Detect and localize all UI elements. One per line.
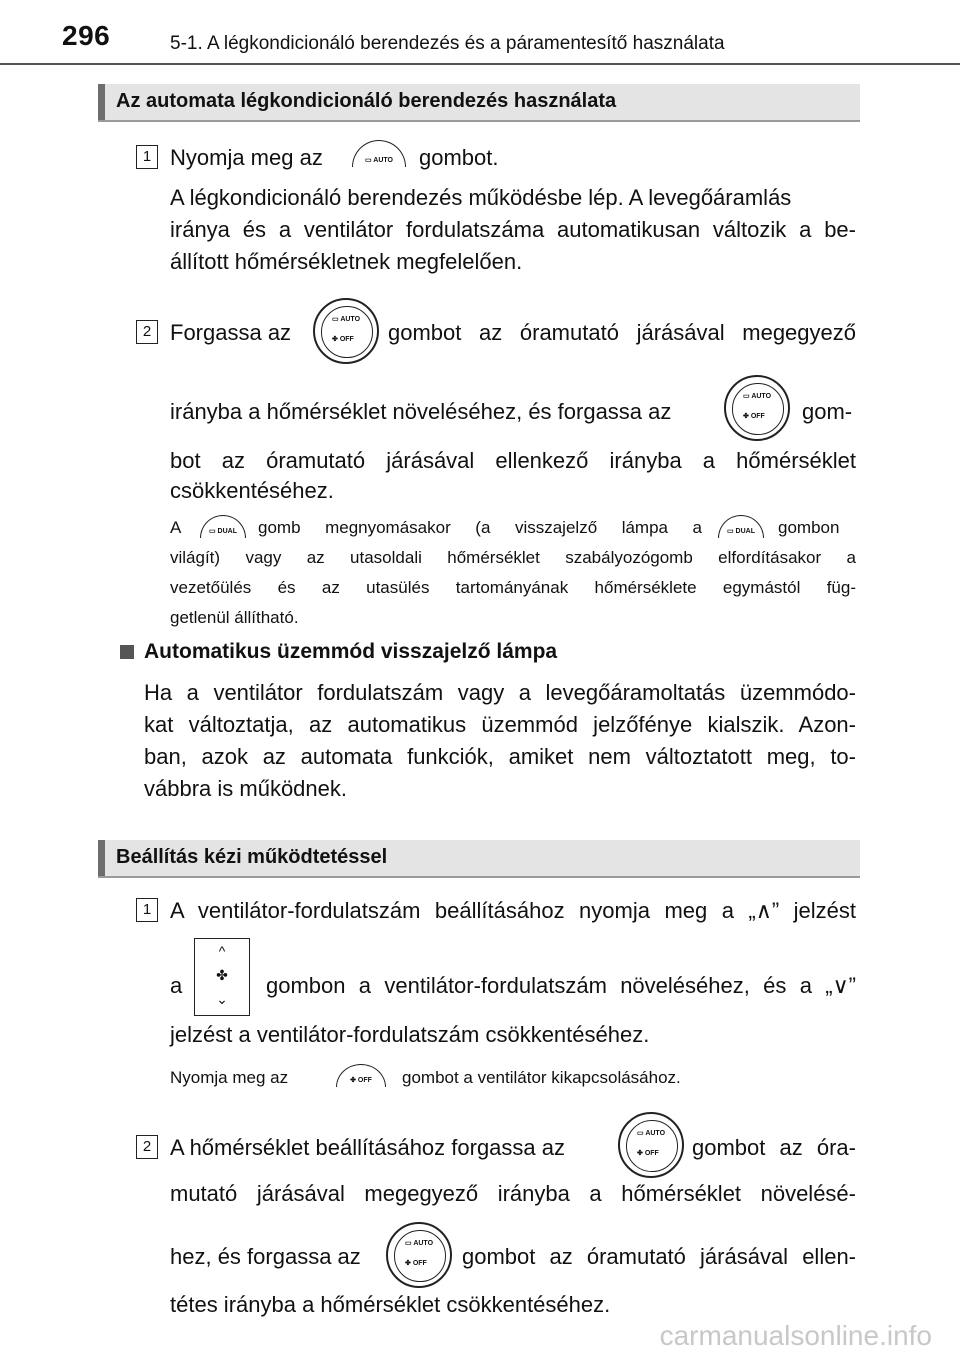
header-rule xyxy=(0,63,960,65)
auto-button-icon xyxy=(352,140,406,167)
note-line: világít) vagy az utasoldali hőmérséklet szabályozógomb elfordításakor a xyxy=(170,548,856,567)
temperature-dial-icon xyxy=(386,1222,452,1288)
step-text: gombot az óra- xyxy=(692,1135,856,1160)
note-text: Nyomja meg az xyxy=(170,1068,289,1087)
off-text: OFF xyxy=(357,1077,372,1084)
step-text: A ventilátor-fordulatszám beállításához nyomja meg a „∧” jelzést xyxy=(170,898,856,923)
up-arrow-icon: ^ xyxy=(218,943,226,959)
step-text: gom- xyxy=(802,399,853,424)
temperature-dial-icon xyxy=(618,1112,684,1178)
section-heading-bar xyxy=(98,84,105,120)
auto-label: ▭ AUTO xyxy=(364,157,394,164)
page-number: 296 xyxy=(62,20,111,51)
off-label: ✤ OFF xyxy=(350,1077,372,1084)
down-arrow-icon: ⌄ xyxy=(216,991,228,1007)
off-text: OFF xyxy=(750,413,765,420)
temperature-dial-icon xyxy=(313,298,379,364)
paragraph-line: vábbra is működnek. xyxy=(144,776,347,801)
square-bullet-icon xyxy=(120,645,134,659)
note-line: getlenül állítható. xyxy=(170,608,299,627)
dial-inner-ring xyxy=(732,383,784,435)
dial-off-label: ✤ OFF xyxy=(743,413,765,420)
off-text: OFF xyxy=(339,336,354,343)
step-text: gombon a ventilátor-fordulatszám növeléséhez, és a „∨” xyxy=(266,973,856,998)
dial-inner-ring xyxy=(626,1120,678,1172)
note-text: gombon xyxy=(778,518,840,537)
step-number: 1 xyxy=(136,145,158,169)
dial-auto-label: ▭ AUTO xyxy=(637,1130,666,1137)
section-title: Beállítás kézi működtetéssel xyxy=(116,846,388,868)
section-heading-auto xyxy=(98,84,860,122)
note-text: gombot a ventilátor kikapcsolásához. xyxy=(402,1068,681,1087)
fan-off-button-icon xyxy=(336,1064,386,1087)
step-number: 2 xyxy=(136,320,158,344)
temperature-dial-icon xyxy=(724,375,790,441)
paragraph-line: Ha a ventilátor fordulatszám vagy a levegőáramoltatás üzemmódo- xyxy=(144,680,856,705)
paragraph-line: csökkentéséhez. xyxy=(170,478,334,503)
paragraph-line: kat változtatja, az automatikus üzemmód jelzőfénye kialszik. Azon- xyxy=(144,712,856,737)
step-text xyxy=(170,145,323,171)
step-text: gombot az óramutató járásával megegyező xyxy=(388,320,856,345)
dial-inner-ring xyxy=(394,1230,446,1282)
off-text: OFF xyxy=(644,1150,659,1157)
paragraph-line: iránya és a ventilátor fordulatszáma automatikusan változik a be- xyxy=(170,217,856,242)
dual-button-icon xyxy=(718,515,764,538)
running-header: 5-1. A légkondicionáló berendezés és a páramentesítő használata xyxy=(170,33,725,54)
watermark: carmanualsonline.info xyxy=(659,1320,932,1351)
auto-text: AUTO xyxy=(373,157,394,164)
fan-icon: ✤ xyxy=(216,967,228,983)
dial-off-label: ✤ OFF xyxy=(332,336,354,343)
dial-inner-ring xyxy=(321,306,373,358)
subheading: Automatikus üzemmód visszajelző lámpa xyxy=(144,640,558,663)
auto-text: AUTO xyxy=(645,1130,666,1137)
step-text: A hőmérséklet beállításához forgassa az xyxy=(170,1135,566,1160)
step-text: irányba a hőmérséklet növeléséhez, és forgassa az xyxy=(170,399,672,424)
fan-speed-button-icon xyxy=(194,938,250,1016)
dial-auto-label: ▭ AUTO xyxy=(743,393,772,400)
auto-text: AUTO xyxy=(340,316,361,323)
step-text: gombot az óramutató járásával ellen- xyxy=(462,1244,856,1269)
auto-text: AUTO xyxy=(413,1240,434,1247)
paragraph-line: állított hőmérsékletnek megfelelően. xyxy=(170,249,523,274)
dial-off-label: ✤ OFF xyxy=(405,1260,427,1267)
dual-button-icon xyxy=(200,515,246,538)
note-line: vezetőülés és az utasülés tartományának hőmérséklete egymástól füg- xyxy=(170,578,856,597)
dial-auto-label: ▭ AUTO xyxy=(405,1240,434,1247)
paragraph-line: jelzést a ventilátor-fordulatszám csökkentéséhez. xyxy=(170,1022,650,1047)
section-heading-manual xyxy=(98,840,860,878)
step-text: gombot. xyxy=(419,145,499,170)
dial-auto-label: ▭ AUTO xyxy=(332,316,361,323)
text-fragment: Nyomja meg az xyxy=(170,145,323,170)
off-text: OFF xyxy=(412,1260,427,1267)
dual-label: ▭ DUAL xyxy=(208,528,237,535)
paragraph-line: A légkondicionáló berendezés működésbe lép. A levegőáramlás xyxy=(170,185,792,210)
dual-label: ▭ DUAL xyxy=(726,528,755,535)
step-number: 1 xyxy=(136,898,158,922)
step-number: 2 xyxy=(136,1135,158,1159)
section-title: Az automata légkondicionáló berendezés használata xyxy=(116,90,617,112)
step-text: a xyxy=(170,973,183,998)
paragraph-line: tétes irányba a hőmérséklet csökkentéséhez. xyxy=(170,1292,611,1317)
dual-text: DUAL xyxy=(735,528,755,535)
dual-text: DUAL xyxy=(217,528,237,535)
auto-text: AUTO xyxy=(751,393,772,400)
paragraph-line: bot az óramutató járásával ellenkező irányba a hőmérséklet xyxy=(170,448,856,473)
note-text: A xyxy=(170,518,182,537)
section-heading-bar xyxy=(98,840,105,876)
step-text: Forgassa az xyxy=(170,320,292,345)
step-text: hez, és forgassa az xyxy=(170,1244,361,1269)
paragraph-line: ban, azok az automata funkciók, amiket nem változtatott meg, to- xyxy=(144,744,856,769)
paragraph-line: mutató járásával megegyező irányba a hőmérséklet növelésé- xyxy=(170,1181,856,1206)
dial-off-label: ✤ OFF xyxy=(637,1150,659,1157)
note-text: gomb megnyomásakor (a visszajelző lámpa a xyxy=(258,518,702,537)
